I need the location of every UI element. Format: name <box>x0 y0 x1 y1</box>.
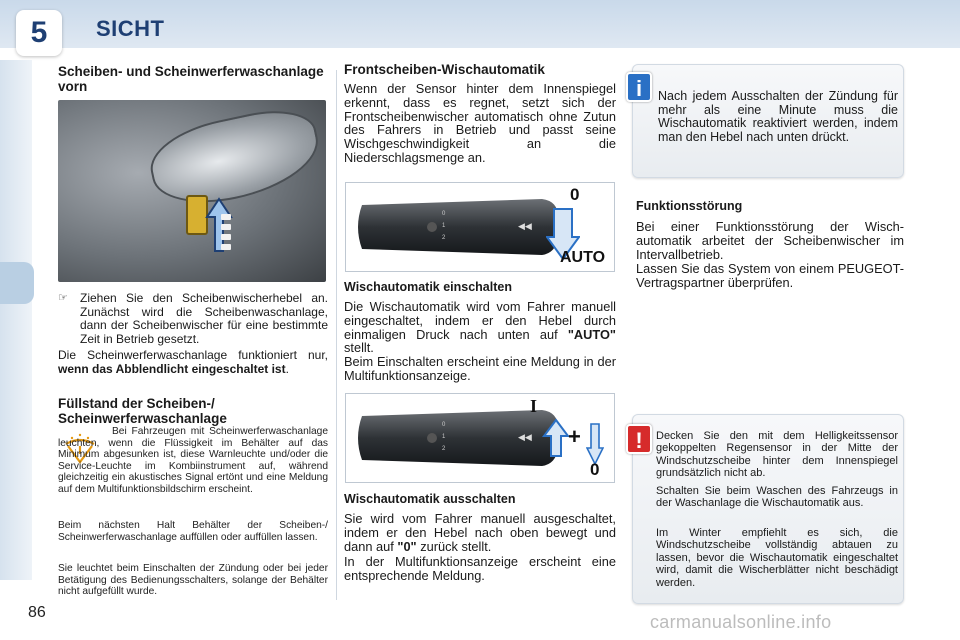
page-title: SICHT <box>96 16 165 41</box>
instruction-bullet <box>58 292 328 346</box>
section-title-auto-wipe: Frontscheiben-Wischautomatik <box>344 62 545 77</box>
svg-text:0: 0 <box>442 422 446 428</box>
warning-icon: ! <box>626 424 652 454</box>
malfunction-advice: Lassen Sie das System von einem PEUGEOT-Vertragspartner überprüfen. <box>636 261 904 290</box>
disable-bold: "0" <box>397 538 417 554</box>
svg-text:◀◀: ◀◀ <box>518 432 532 442</box>
plus-icon: + <box>568 424 581 449</box>
auto-wipe-intro: Wenn der Sensor hinter dem Innenspiegel erkennt, dass es regnet, setzt sich der Frontscheibenwischer automatisch ohne Zutun des Fahrers in Betrieb und passt seine Wischgeschwindigkeit an die Niederschlagsmenge an. <box>344 81 616 165</box>
malfunction-text: Bei einer Funktionsstörung der Wischautomatik arbeitet der Scheibenwischer im Intervallbetrieb. <box>636 219 904 262</box>
warning-text-1: Decken Sie den mit dem Helligkeitssensor gekoppelten Regensensor in der Mitte der Windschutzscheibe hinter dem Innenspiegel grundsätzlich nicht ab. <box>656 430 898 480</box>
note-bold: wenn das Abblendlicht eingeschaltet ist <box>58 361 286 376</box>
hand-pointer-icon: ☞ <box>58 292 68 304</box>
warning-lamp-text: Sie leuchtet beim Einschalten der Zündung oder bei jeder Betätigung des Bedienungsschalters, solange der Behälter nicht aufgefüllt wurde. <box>58 563 328 598</box>
subtitle-disable: Wischautomatik ausschalten <box>344 492 516 506</box>
subtitle-enable: Wischautomatik einschalten <box>344 280 512 294</box>
section-title-fluid-level: Füllstand der Scheiben-/ Scheinwerferwaschanlage <box>58 396 227 426</box>
warning-text-2: Schalten Sie beim Waschen des Fahrzeugs in der Waschanlage die Wischautomatik aus. <box>656 485 898 510</box>
headlamp-washer-note <box>58 349 328 376</box>
spray-dots-icon <box>220 212 232 252</box>
note-post: . <box>285 361 289 376</box>
svg-text:◀◀: ◀◀ <box>518 221 532 231</box>
arrow-up-icon <box>542 418 570 458</box>
disable-pre: Sie wird vom Fahrer manuell ausgeschaltet, indem er den Hebel nach oben bewegt und dann auf <box>344 511 616 554</box>
column-divider <box>336 70 337 600</box>
enable-bold: "AUTO" <box>567 326 616 342</box>
enable-post: stellt. <box>344 340 374 356</box>
position-one-label: I <box>530 396 538 416</box>
svg-text:2: 2 <box>442 446 446 452</box>
svg-text:0: 0 <box>442 211 446 217</box>
svg-text:1: 1 <box>442 434 446 440</box>
disable-message: In der Multifunktionsanzeige erscheint eine entsprechende Meldung. <box>344 554 616 583</box>
chapter-number: 5 <box>30 16 48 49</box>
stalk-image-off <box>345 393 615 483</box>
info-icon: i <box>626 72 652 102</box>
fluid-level-text: Bei Fahrzeugen mit Scheinwerferwaschanlage leuchten, wenn die Flüssigkeit im Behälter auf das Minimum abgesunken ist, diese Warnleuchte und/oder die Service-Leuchte im Kombiinstrument auf, während gleichzeitig ein akustisches Signal ertönt und eine Meldung auf dem Multifunktionsbildschirm erscheint. <box>58 426 328 495</box>
headlamp-photo <box>58 100 326 282</box>
disable-text <box>344 512 616 553</box>
side-tab <box>0 262 34 304</box>
note-pre: Die Scheinwerferwaschanlage funktioniert nur, <box>58 348 328 362</box>
watermark: carmanualsonline.info <box>650 612 832 632</box>
enable-text <box>344 300 616 355</box>
warning-text-3: Im Winter empfiehlt es sich, die Windschutzscheibe vollständig abtauen zu lassen, bevor die Wischautomatik eingeschaltet wird, damit die Wischerblätter nicht beschädigt werden. <box>656 527 898 589</box>
side-strip <box>0 60 32 580</box>
refill-text: Beim nächsten Halt Behälter der Scheiben-/ Scheinwerferwaschanlage auffüllen oder auffüllen lassen. <box>58 520 328 543</box>
position-zero-label: 0 <box>570 185 580 204</box>
svg-text:2: 2 <box>442 235 446 241</box>
section-title-washer: Scheiben- und Scheinwerferwaschanlage vorn <box>58 64 324 94</box>
stalk-image-auto <box>345 182 615 272</box>
section-title-malfunction: Funktionsstörung <box>636 199 743 213</box>
enable-message: Beim Einschalten erscheint eine Meldung in der Multifunktionsanzeige. <box>344 354 616 383</box>
position-zero-label: 0 <box>590 460 600 479</box>
disable-post: zurück stellt. <box>416 538 492 554</box>
enable-pre: Die Wischautomatik wird vom Fahrer manuell eingeschaltet, indem er den Hebel durch einmaligen Druck nach unten auf <box>344 299 616 342</box>
headlamp-shape <box>144 101 326 215</box>
position-auto-label: AUTO <box>560 249 606 266</box>
bullet-text: Ziehen Sie den Scheibenwischerhebel an. Zunächst wird die Scheibenwaschanlage, dann der Scheibenwischer für eine bestimmte Zeit in Betrieb gesetzt. <box>80 291 328 346</box>
info-text: Nach jedem Ausschalten der Zündung für mehr als eine Minute muss die Wischautomatik reaktiviert werden, indem man den Hebel nach unten drückt. <box>658 89 898 144</box>
page-number: 86 <box>28 604 46 621</box>
chapter-badge <box>16 10 62 56</box>
svg-text:1: 1 <box>442 223 446 229</box>
